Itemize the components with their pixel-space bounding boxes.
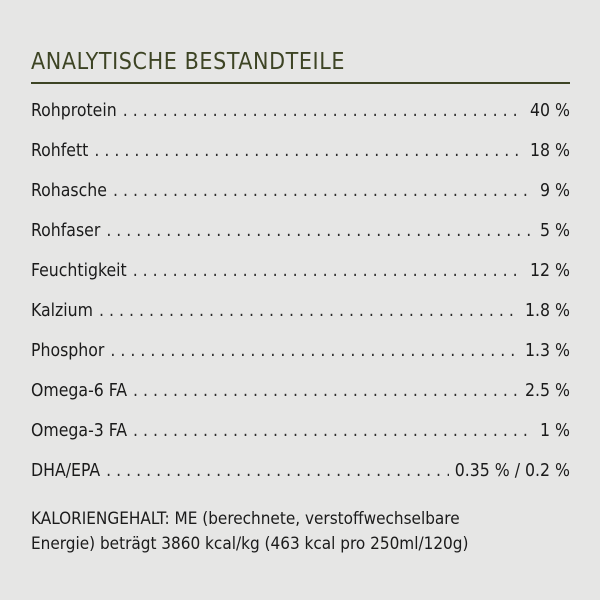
dot-leader: [99, 296, 519, 326]
dot-leader: [133, 256, 524, 286]
nutrient-row-kalzium: [31, 296, 570, 336]
calorie-line-2: Energie) beträgt 3860 kcal/kg (463 kcal pro 250ml/120g): [31, 534, 469, 554]
nutrient-label: Rohasche: [31, 181, 107, 201]
dot-leader: [94, 136, 524, 166]
dot-leader: [113, 176, 534, 206]
nutrient-value: 5 %: [540, 221, 570, 241]
nutrient-label: Rohfett: [31, 141, 89, 161]
dot-leader: [133, 416, 534, 446]
section-heading: ANALYTISCHE BESTANDTEILE: [31, 49, 346, 75]
nutrient-value: 1.8 %: [525, 301, 570, 321]
nutrient-row-omega-6: [31, 376, 570, 416]
calorie-statement: [31, 507, 576, 557]
nutrient-row-phosphor: [31, 336, 570, 376]
dot-leader: [106, 456, 449, 486]
nutrient-row-feuchtigkeit: [31, 256, 570, 296]
nutrient-value: 2.5 %: [525, 381, 570, 401]
calorie-line-1: KALORIENGEHALT: ME (berechnete, verstoffwechselbare: [31, 509, 460, 529]
nutrient-label: Rohprotein: [31, 101, 117, 121]
dot-leader: [106, 216, 534, 246]
nutrient-value: 1.3 %: [525, 341, 570, 361]
nutrient-row-rohprotein: [31, 96, 570, 136]
nutrient-label: Omega-6 FA: [31, 381, 127, 401]
nutrient-value: 9 %: [540, 181, 570, 201]
dot-leader: [110, 336, 519, 366]
heading-divider: [31, 82, 570, 84]
nutrient-list: [31, 96, 570, 496]
analysis-panel: [31, 0, 570, 600]
nutrient-label: Feuchtigkeit: [31, 261, 127, 281]
nutrient-value: 1 %: [540, 421, 570, 441]
nutrient-label: Phosphor: [31, 341, 105, 361]
nutrient-row-rohfett: [31, 136, 570, 176]
nutrient-row-rohasche: [31, 176, 570, 216]
nutrient-label: DHA/EPA: [31, 461, 101, 481]
nutrient-row-dha-epa: [31, 456, 570, 496]
dot-leader: [123, 96, 524, 126]
dot-leader: [133, 376, 519, 406]
nutrient-label: Rohfaser: [31, 221, 101, 241]
nutrient-row-rohfaser: [31, 216, 570, 256]
nutrient-row-omega-3: [31, 416, 570, 456]
nutrient-value: 0.35 % / 0.2 %: [454, 461, 570, 481]
nutrient-value: 40 %: [530, 101, 570, 121]
nutrient-value: 12 %: [530, 261, 570, 281]
nutrient-label: Omega-3 FA: [31, 421, 127, 441]
nutrient-label: Kalzium: [31, 301, 93, 321]
nutrient-value: 18 %: [530, 141, 570, 161]
